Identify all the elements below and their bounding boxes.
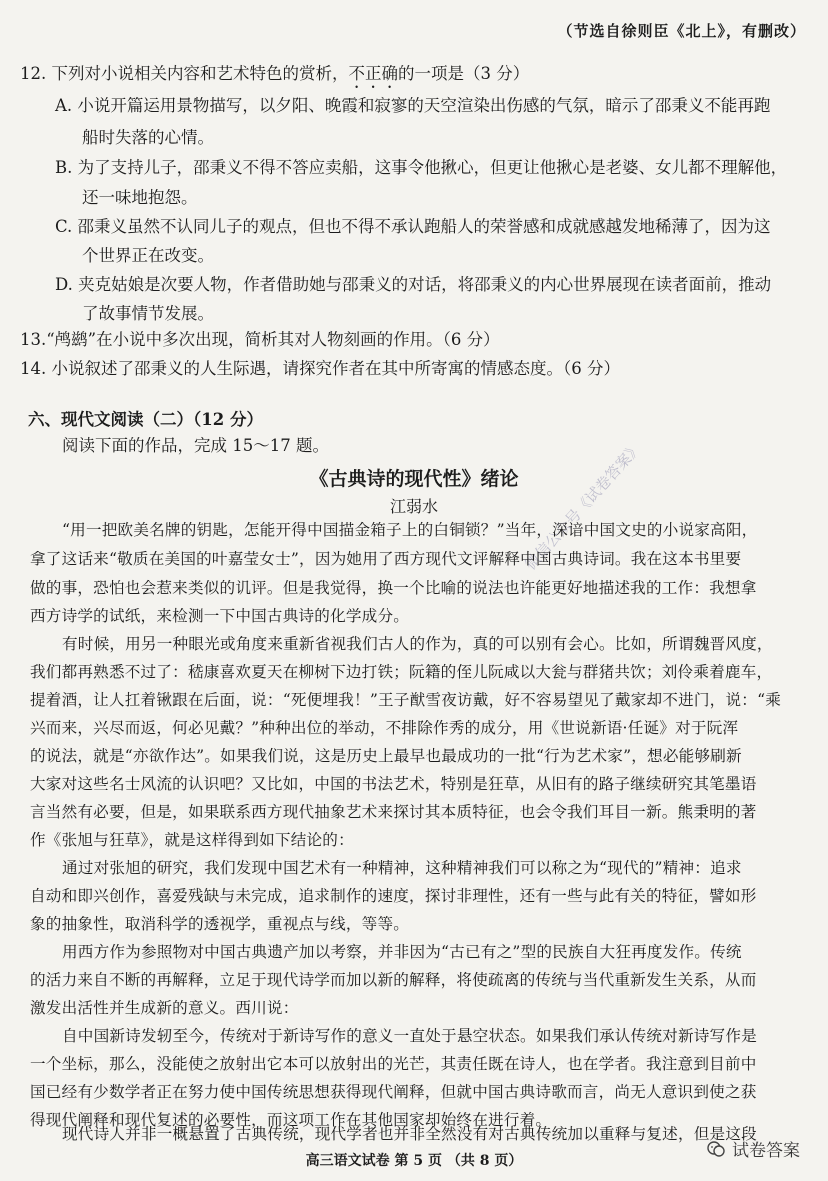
q12-stem-post: 的一项是（3 分）	[398, 64, 530, 83]
article-title: 《古典诗的现代性》绪论	[309, 468, 519, 490]
question-13: 13.“鸬鹚”在小说中多次出现，简析其对人物刻画的作用。（6 分）	[20, 330, 500, 349]
article-line: 做的事，恐怕也会惹来类似的讥评。但是我觉得，换一个比喻的说法也许能更好地描述我的工作：我想拿	[30, 579, 757, 597]
article-author: 江弱水	[389, 497, 438, 516]
article-line: 我们都再熟悉不过了：嵇康喜欢夏天在柳树下边打铁；阮籍的侄儿阮咸以大瓮与群猪共饮；刘伶乘着鹿车，	[30, 663, 773, 681]
quote-line: 自动和即兴创作，喜爱残缺与未完成，追求制作的速度，探讨非理性，还有一些与此有关的特征，譬如形	[30, 887, 757, 905]
option-a-line2: 船时失落的心情。	[82, 128, 214, 147]
article-line: 言当然有必要，但是，如果联系西方现代抽象艺术来探讨其本质特征，也会令我们耳目一新。熊秉明的著	[30, 803, 757, 821]
article-line: 激发出活性并生成新的意义。西川说：	[30, 999, 299, 1017]
article-line: 提着酒，让人扛着锹跟在后面，说：“死便埋我！”王子猷雪夜访戴，好不容易望见了戴家却不进门，说：“乘	[30, 691, 782, 709]
article-line: “用一把欧美名牌的钥匙，怎能开得中国描金箱子上的白铜锁？”当年，深谙中国文史的小说家高阳，	[62, 521, 758, 539]
question-14: 14. 小说叙述了邵秉义的人生际遇，请探究作者在其中所寄寓的情感态度。（6 分）	[20, 359, 620, 378]
article-line: 现代诗人并非一概悬置了古典传统，现代学者也并非全然没有对古典传统加以重释与复述，但是这段	[62, 1125, 757, 1143]
article-line: 西方诗学的试纸，来检测一下中国古典诗的化学成分。	[30, 607, 410, 625]
q12-stem-pre: 12. 下列对小说相关内容和艺术特色的赏析，	[20, 64, 349, 83]
option-d-line2: 了故事情节发展。	[82, 304, 214, 323]
article-line: 的说法，就是“亦欲作达”。如果我们说，这是历史上最早也最成功的一批“行为艺术家”，想必能够刷新	[30, 747, 742, 765]
option-c-line2: 个世界正在改变。	[82, 246, 214, 265]
wechat-stamp: 微信公众号《试卷答案》	[521, 438, 646, 574]
article-line: 作《张旭与狂草》，就是这样得到如下结论的：	[30, 831, 354, 849]
option-b-line1: B. 为了支持儿子，邵秉义不得不答应卖船，这事令他揪心，但更让他揪心是老婆、女儿都不理解他，	[55, 158, 788, 177]
wechat-logo-icon	[706, 1139, 726, 1159]
quote-line: 得现代阐释和现代复述的必要性，而这项工作在其他国家却始终在进行着。	[30, 1111, 552, 1129]
question-12-stem	[20, 64, 529, 92]
option-c-line1: C. 邵秉义虽然不认同儿子的观点，但也不得不承认跑船人的荣誉感和成就感越发地稀薄了，因为这	[55, 217, 771, 236]
watermark-text: 试卷答案	[732, 1141, 800, 1161]
quote-line: 国已经有少数学者正在努力使中国传统思想获得现代阐释，但就中国古典诗歌而言，尚无人意识到使之获	[30, 1083, 757, 1101]
option-b-line2: 还一味地抱怨。	[82, 188, 198, 207]
reading-instruction: 阅读下面的作品，完成 15～17 题。	[62, 436, 329, 455]
option-d-line1: D. 夹克姑娘是次要人物，作者借助她与邵秉义的对话，将邵秉义的内心世界展现在读者面前，推动	[55, 275, 772, 294]
quote-line: 象的抽象性，取消科学的透视学，重视点与线，等等。	[30, 915, 410, 933]
source-note: （节选自徐则臣《北上》，有删改）	[557, 22, 806, 40]
article-line: 用西方作为参照物对中国古典遗产加以考察，并非因为“古已有之”型的民族自大狂再度发作。传统	[62, 943, 742, 961]
quote-line: 通过对张旭的研究，我们发现中国艺术有一种精神，这种精神我们可以称之为“现代的”精神：追求	[62, 859, 742, 877]
article-line: 拿了这话来“敬质在美国的叶嘉莹女士”，因为她用了西方现代文评解释中国古典诗词。我在这本书里要	[30, 550, 742, 568]
q12-stem-emphasis: 不正确	[348, 64, 398, 83]
article-line: 兴而来，兴尽而返，何必见戴？”种种出位的举动，不排除作秀的成分，用《世说新语·任诞》对于阮浑	[30, 719, 739, 737]
quote-line: 一个坐标，那么，没能使之放射出它本可以放射出的光芒，其责任既在诗人，也在学者。我注意到目前中	[30, 1055, 757, 1073]
article-line: 有时候，用另一种眼光或角度来重新省视我们古人的作为，真的可以别有会心。比如，所谓魏晋风度，	[62, 635, 773, 653]
watermark	[706, 1136, 800, 1161]
article-line: 的活力来自不断的再解释，立足于现代诗学而加以新的解释，将使疏离的传统与当代重新发生关系，从而	[30, 971, 757, 989]
option-a-line1: A. 小说开篇运用景物描写，以夕阳、晚霞和寂寥的天空渲染出伤感的气氛，暗示了邵秉义不能再跑	[55, 96, 771, 115]
article-line: 大家对这些名士风流的认识吧？又比如，中国的书法艺术，特别是狂草，从旧有的路子继续研究其笔墨语	[30, 775, 757, 793]
section-heading: 六、现代文阅读（二）（12 分）	[28, 410, 263, 429]
quote-line: 自中国新诗发轫至今，传统对于新诗写作的意义一直处于悬空状态。如果我们承认传统对新诗写作是	[62, 1027, 757, 1045]
page-footer: 高三语文试卷 第 5 页 （共 8 页）	[305, 1153, 523, 1169]
